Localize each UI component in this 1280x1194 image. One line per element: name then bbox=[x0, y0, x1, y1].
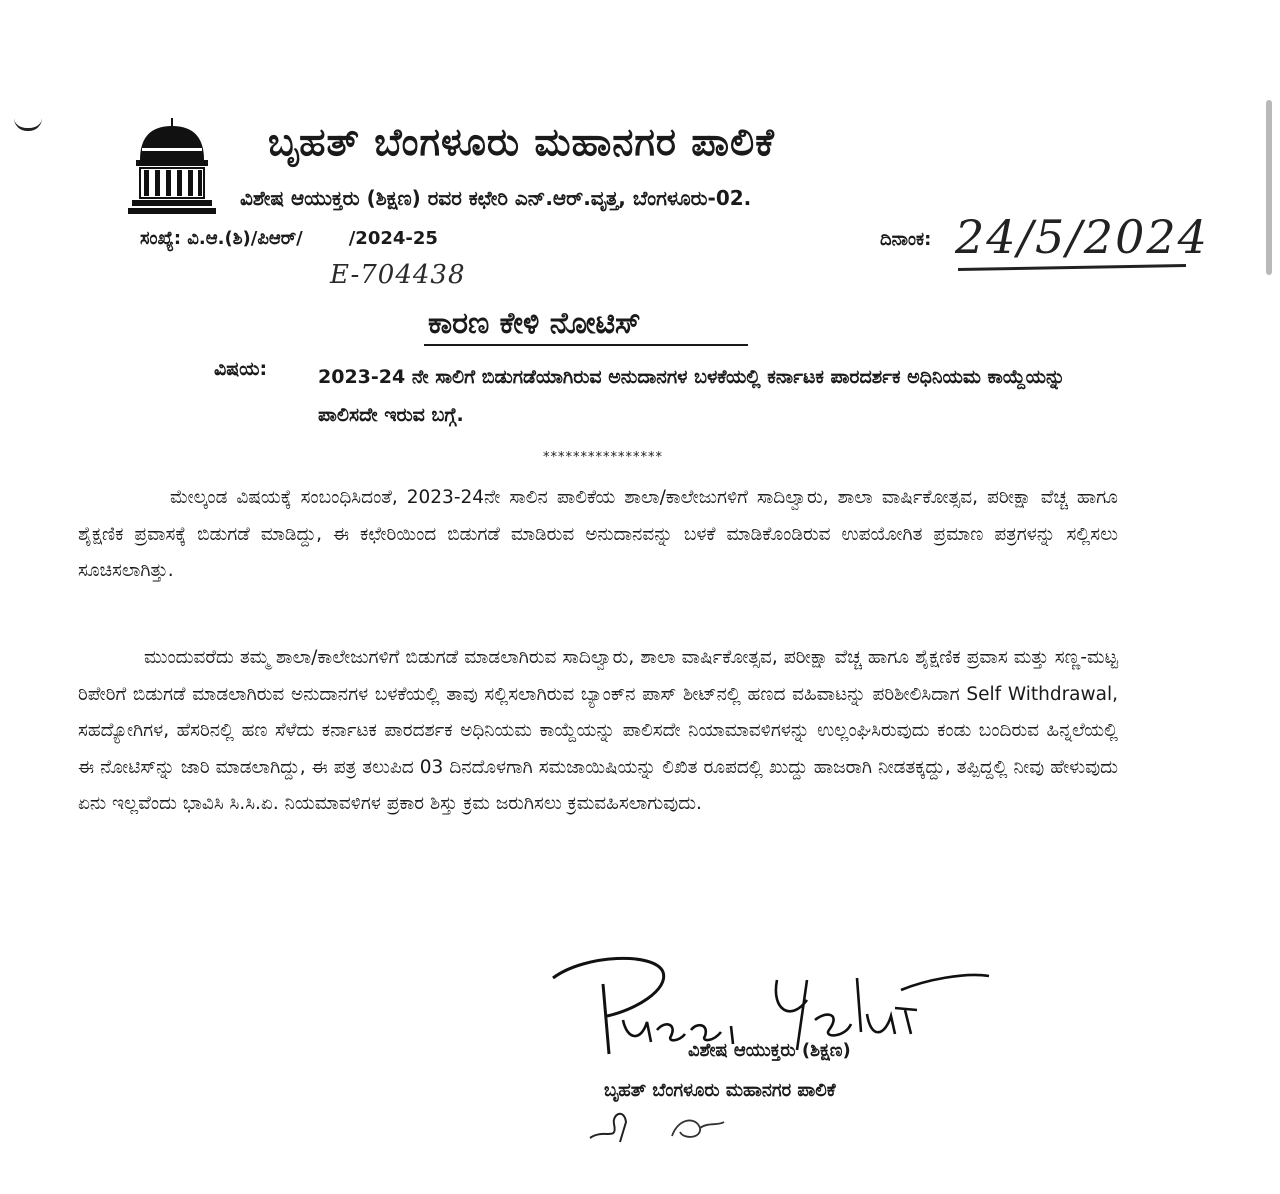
reference-year: /2024-25 bbox=[348, 228, 438, 249]
date-label: ದಿನಾಂಕ: bbox=[880, 229, 932, 250]
office-address: ವಿಶೇಷ ಆಯುಕ್ತರು (ಶಿಕ್ಷಣ) ರವರ ಕಛೇರಿ ಎನ್.ಆರ್.ವೃತ್ತ, ಬೆಂಗಳೂರು-02. bbox=[240, 186, 752, 210]
date-underline bbox=[958, 264, 1186, 271]
scrollbar[interactable] bbox=[1266, 100, 1272, 275]
reference-number bbox=[140, 228, 438, 249]
subject-text: 2023-24 ನೇ ಸಾಲಿಗೆ ಬಿಡುಗಡೆಯಾಗಿರುವ ಅನುದಾನಗಳ ಬಳಕೆಯಲ್ಲಿ ಕರ್ನಾಟಕ ಪಾರದರ್ಶಕ ಅಧಿನಿಯಮ ಕಾಯ್ದೆಯನ್ನು ಪಾಲಿಸದೇ ಇರುವ ಬಗ್ಗೆ. bbox=[318, 366, 1066, 426]
body-paragraph-2: ಮುಂದುವರೆದು ತಮ್ಮ ಶಾಲಾ/ಕಾಲೇಜುಗಳಿಗೆ ಬಿಡುಗಡೆ ಮಾಡಲಾಗಿರುವ ಸಾದಿಲ್ವಾರು, ಶಾಲಾ ವಾರ್ಷಿಕೋತ್ಸವ, ಪರೀಕ್ಷಾ ವೆಚ್ಚ ಹಾಗೂ ಶೈಕ್ಷಣಿಕ ಪ್ರವಾಸ ಮತ್ತು ಸಣ್ಣ-ಮಟ್ಟ ರಿಪೇರಿಗೆ ಬಿಡುಗಡೆ ಮಾಡಲಾಗಿರುವ ಅನುದಾನಗಳ ಬಳಕೆಯಲ್ಲಿ ತಾವು ಸಲ್ಲಿಸಲಾಗಿರುವ ಬ್ಯಾಂಕ್‌ನ ಪಾಸ್ ಶೀಟ್‌ನಲ್ಲಿ ಹಣದ ವಹಿವಾಟನ್ನು ಪರಿಶೀಲಿಸಿದಾಗ Self Withdrawal, ಸಹದ್ಯೋಗಿಗಳ, ಹೆಸರಿನಲ್ಲಿ ಹಣ ಸೆಳೆದು ಕರ್ನಾಟಕ ಪಾರದರ್ಶಕ ಅಧಿನಿಯಮ ಕಾಯ್ದೆಯನ್ನು ಪಾಲಿಸದೇ ನಿಯಾಮಾವಳಿಗಳನ್ನು ಉಲ್ಲಂಘಿಸಿರುವುದು ಕಂಡು ಬಂದಿರುವ ಹಿನ್ನಲೆಯಲ್ಲಿ ಈ ನೋಟಿಸ್‌ನ್ನು ಜಾರಿ ಮಾಡಲಾಗಿದ್ದು, ಈ ಪತ್ರ ತಲುಪಿದ 03 ದಿನದೊಳಗಾಗಿ ಸಮಜಾಯಿಷಿಯನ್ನು ಲಿಖಿತ ರೂಪದಲ್ಲಿ ಖುದ್ದು ಹಾಜರಾಗಿ ನೀಡತಕ್ಕದ್ದು, ತಪ್ಪಿದ್ದಲ್ಲಿ ನೀವು ಹೇಳುವುದು ಏನು ಇಲ್ಲವೆಂದು ಭಾವಿಸಿ ಸಿ.ಸಿ.ಏ. ನಿಯಮಾವಳಿಗಳ ಪ್ರಕಾರ ಶಿಸ್ತು ಕ್ರಮ ಜರುಗಿಸಲು ಕ್ರಮವಹಿಸಲಾಗುವುದು. bbox=[78, 647, 1118, 814]
corporation-name: ಬೃಹತ್ ಬೆಂಗಳೂರು ಮಹಾನಗರ ಪಾಲಿಕೆ bbox=[268, 120, 775, 164]
notice-heading: ಕಾರಣ ಕೇಳಿ ನೋಟಿಸ್ bbox=[428, 306, 641, 341]
divider-stars: **************** bbox=[543, 450, 663, 465]
file-number-handwritten: E-704438 bbox=[330, 260, 466, 290]
subject-label: ವಿಷಯ: bbox=[214, 358, 268, 380]
reference-label: ಸಂಖ್ಯೆ: ವಿ.ಆ.(ಶಿ)/ಪಿಆರ್/ bbox=[140, 228, 303, 249]
signatory-title: ವಿಶೇಷ ಆಯುಕ್ತರು (ಶಿಕ್ಷಣ) bbox=[688, 1040, 851, 1061]
heading-underline bbox=[424, 344, 748, 346]
date-value-handwritten: 24/5/2024 bbox=[955, 210, 1209, 264]
corner-mark bbox=[14, 118, 42, 131]
body-paragraph-1: ಮೇಲ್ಕಂಡ ವಿಷಯಕ್ಕೆ ಸಂಬಂಧಿಸಿದಂತೆ, 2023-24ನೇ ಸಾಲಿನ ಪಾಲಿಕೆಯ ಶಾಲಾ/ಕಾಲೇಜುಗಳಿಗೆ ಸಾದಿಲ್ವಾರು, ಶಾಲಾ ವಾರ್ಷಿಕೋತ್ಸವ, ಪರೀಕ್ಷಾ ವೆಚ್ಚ ಹಾಗೂ ಶೈಕ್ಷಣಿಕ ಪ್ರವಾಸಕ್ಕೆ ಬಿಡುಗಡೆ ಮಾಡಿದ್ದು, ಈ ಕಛೇರಿಯಿಂದ ಬಿಡುಗಡೆ ಮಾಡಿರುವ ಅನುದಾನವನ್ನು ಬಳಕೆ ಮಾಡಿಕೊಂಡಿರುವ ಉಪಯೋಗಿತ ಪ್ರಮಾಣ ಪತ್ರಗಳನ್ನು ಸಲ್ಲಿಸಲು ಸೂಚಿಸಲಾಗಿತ್ತು. bbox=[78, 487, 1118, 581]
signatory-organization: ಬೃಹತ್ ಬೆಂಗಳೂರು ಮಹಾನಗರ ಪಾಲಿಕೆ bbox=[604, 1080, 836, 1101]
initials-mark bbox=[584, 1098, 744, 1148]
bbmp-emblem-icon bbox=[128, 116, 216, 216]
